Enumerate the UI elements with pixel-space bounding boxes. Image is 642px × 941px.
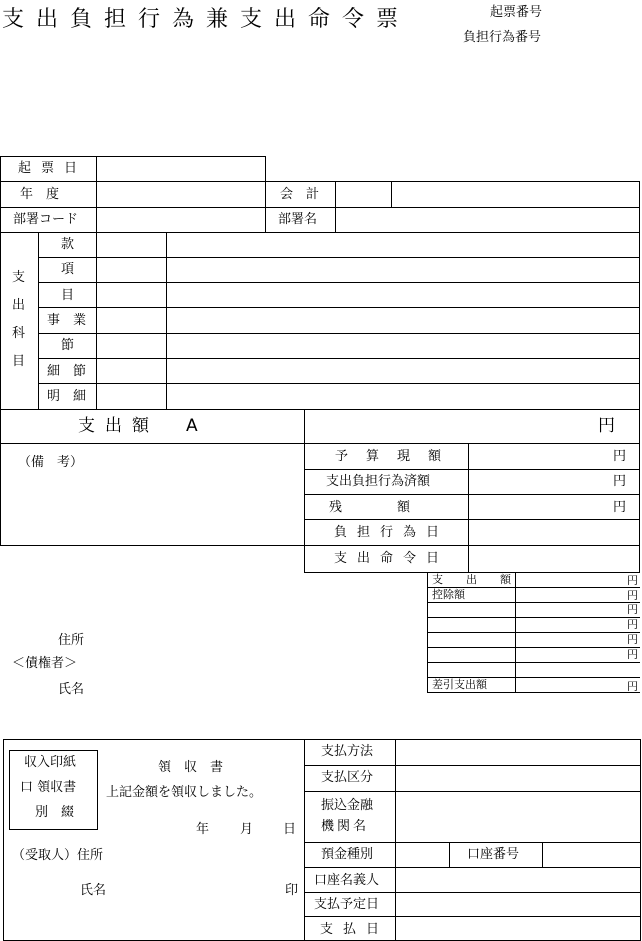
- recipient-address-label: （受取人）住所: [12, 848, 104, 863]
- receipt-title: 領 収 書: [158, 760, 224, 775]
- deduction-yen-3: 円: [627, 603, 638, 616]
- deduction-expenditure-label: 支 出 額: [432, 573, 517, 586]
- deduction-amount-label: 控除額: [432, 588, 465, 601]
- kamoku-kou: 項: [61, 262, 75, 277]
- kamoku-meisai: 明 細: [47, 389, 87, 404]
- deduction-yen-6: 円: [627, 648, 638, 661]
- budget-amount-label: 予算現額: [335, 449, 460, 464]
- deduction-yen-5: 円: [627, 633, 638, 646]
- voucher-number-label: 起票番号: [490, 5, 543, 20]
- expense-category-char-3: 科: [12, 326, 26, 341]
- department-code-label: 部署コード: [13, 212, 79, 227]
- seal-label: 印: [285, 883, 299, 898]
- receipt-checkbox[interactable]: 口 領収書: [20, 780, 77, 795]
- payment-date-label: 支払日: [320, 922, 390, 937]
- deduction-yen-1: 円: [627, 574, 638, 587]
- order-date-label: 支出命令日: [334, 551, 450, 566]
- recipient-name-label: 氏名: [80, 883, 107, 898]
- account-number-label: 口座番号: [467, 847, 520, 862]
- expenditure-amount-label: 支出額 A: [78, 416, 208, 436]
- deduction-yen-7: 円: [627, 680, 638, 693]
- expense-category-char-1: 支: [12, 270, 26, 285]
- deduction-yen-2: 円: [627, 589, 638, 602]
- committed-amount-label: 支出負担行為済額: [326, 474, 431, 489]
- scheduled-payment-date-label: 支払予定日: [314, 897, 380, 912]
- commitment-number-label: 負担行為番号: [463, 30, 542, 45]
- payment-method-label: 支払方法: [321, 744, 374, 759]
- bank-label-1: 振込金融: [321, 798, 374, 813]
- kamoku-jigyo: 事 業: [47, 313, 87, 328]
- page-title: 支出負担行為兼支出命令票: [2, 7, 411, 32]
- account-label: 会 計: [280, 187, 320, 202]
- revenue-stamp-label: 収入印紙: [24, 755, 77, 770]
- payment-category-label: 支払区分: [321, 770, 374, 785]
- commitment-date-label: 負担行為日: [334, 525, 450, 540]
- budget-amount-yen: 円: [613, 449, 627, 464]
- separate-attachment-label: 別 綴: [35, 805, 75, 820]
- fiscal-year-label: 年 度: [20, 187, 60, 202]
- kamoku-moku: 目: [61, 288, 75, 303]
- deposit-type-label: 預金種別: [321, 847, 374, 862]
- kamoku-saisetsu: 細 節: [47, 364, 87, 379]
- receipt-message: 上記金額を領収しました。: [106, 785, 263, 800]
- expense-category-char-2: 出: [12, 298, 26, 313]
- net-expenditure-label: 差引支出額: [432, 678, 487, 691]
- deduction-yen-4: 円: [627, 618, 638, 631]
- balance-yen: 円: [613, 500, 627, 515]
- creditor-address-label: 住所: [58, 633, 85, 648]
- account-holder-label: 口座名義人: [314, 873, 380, 888]
- kamoku-kan: 款: [61, 237, 75, 252]
- balance-label: 残 額: [329, 500, 415, 515]
- committed-amount-yen: 円: [613, 474, 627, 489]
- receipt-day-label: 日: [283, 822, 297, 837]
- creditor-label: ＜債権者＞: [12, 656, 78, 671]
- expenditure-amount-yen: 円: [598, 416, 615, 436]
- draft-date-label: 起票日: [18, 161, 88, 176]
- remarks-label: （備 考）: [18, 455, 84, 470]
- department-name-label: 部署名: [278, 212, 318, 227]
- receipt-year-label: 年: [196, 822, 210, 837]
- expense-category-char-4: 目: [12, 354, 26, 369]
- receipt-month-label: 月: [240, 822, 254, 837]
- kamoku-setsu: 節: [61, 338, 75, 353]
- creditor-name-label: 氏名: [58, 682, 85, 697]
- bank-label-2: 機関名: [321, 819, 370, 834]
